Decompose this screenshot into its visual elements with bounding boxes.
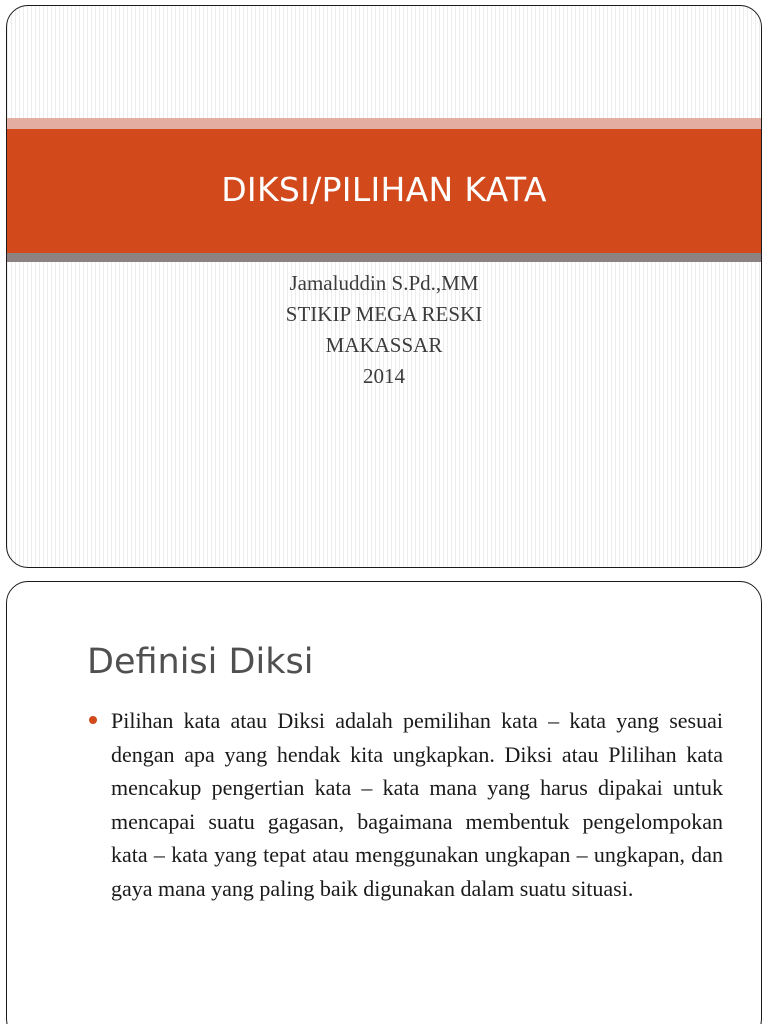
- content-slide: [6, 581, 762, 1024]
- title-band-top-stripe: [7, 118, 761, 129]
- title-slide: [6, 5, 762, 568]
- slide-subtitle: [7, 268, 761, 392]
- slide-heading: Definisi Diksi: [87, 642, 314, 682]
- bullet-dot-icon: [89, 716, 97, 724]
- institution-name: STIKIP MEGA RESKI: [285, 302, 483, 326]
- author-name: Jamaluddin S.Pd.,MM: [289, 271, 479, 295]
- bullet-text: Pilihan kata atau Diksi adalah pemilihan kata – kata yang sesuai dengan apa yang hendak kita ungkapkan. Diksi atau Plilihan kata mencakup pengertian kata – kata mana yang harus dipakai untuk mencapai suatu gagasan, bagaimana membentuk pengelompokan kata – kata yang tepat atau menggunakan ungkapan – ungkapan, dan gaya mana yang paling baik digunakan dalam suatu situasi.: [111, 708, 723, 901]
- title-band: [7, 129, 761, 253]
- year: 2014: [363, 364, 405, 388]
- slide-title: DIKSI/PILIHAN KATA: [221, 169, 547, 209]
- title-band-bottom-stripe: [7, 253, 761, 262]
- city-name: MAKASSAR: [325, 333, 443, 357]
- bullet-item: [89, 704, 723, 905]
